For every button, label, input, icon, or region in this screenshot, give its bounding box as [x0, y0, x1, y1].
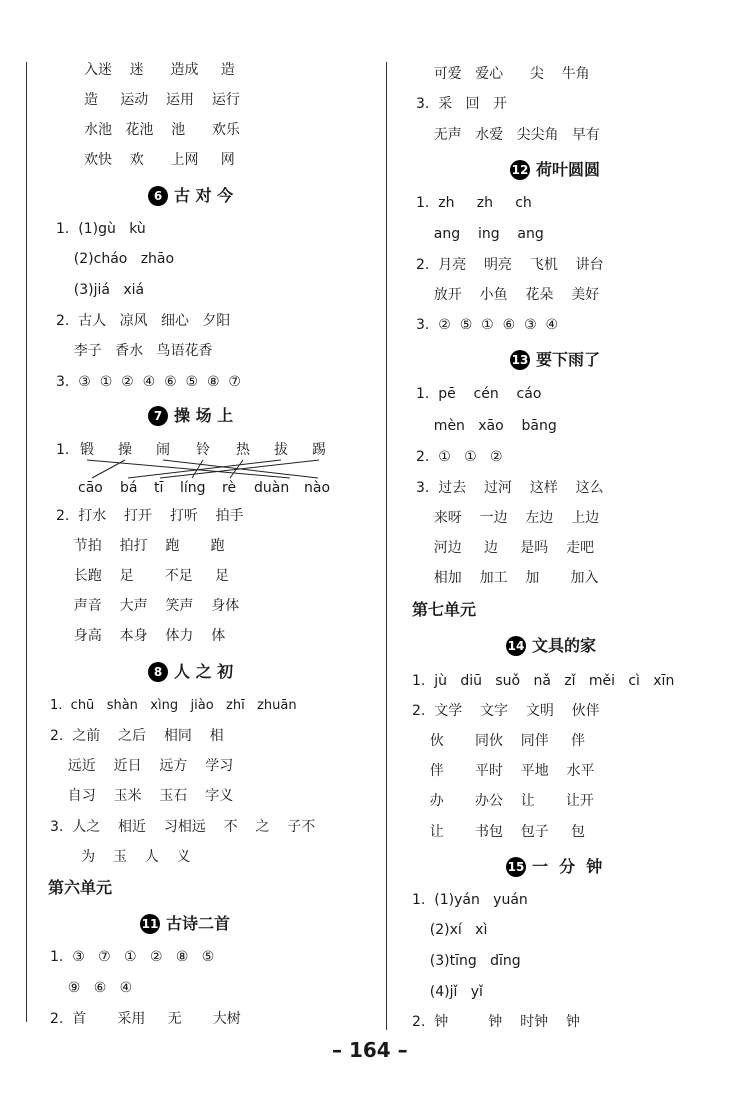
unit-heading: 第七单元 — [412, 600, 477, 619]
right-line: 来呀 一边 左边 上边 — [416, 510, 600, 526]
lesson-title: 古诗二首 — [166, 914, 231, 933]
left-line: (2)cháo zhāo — [56, 251, 175, 267]
lesson-title: 荷叶圆圆 — [536, 160, 601, 179]
left-line: 1. chū shàn xìng jiào zhī zhuān — [50, 698, 297, 713]
section-title — [506, 857, 602, 877]
lesson-number-badge: 8 — [148, 662, 168, 682]
match-bottom: bá — [120, 480, 138, 496]
match-bottom: líng — [180, 480, 206, 496]
right-line: (2)xí xì — [412, 922, 488, 938]
lesson-number-badge: 7 — [148, 406, 168, 426]
right-line: 3. 过去 过河 这样 这么 — [416, 480, 604, 496]
lesson-number-badge: 12 — [510, 160, 530, 180]
right-line: 2. 钟 钟 时钟 钟 — [412, 1014, 580, 1030]
left-line: 长跑 足 不足 足 — [56, 568, 230, 584]
right-line: 办 办公 让 让开 — [412, 793, 594, 809]
lesson-number-badge: 6 — [148, 186, 168, 206]
match-top: 铃 — [196, 442, 210, 458]
match-top: 锻 — [80, 442, 94, 458]
left-line: 1. (1)gù kù — [56, 221, 146, 237]
left-line: 声音 大声 笑声 身体 — [56, 598, 240, 614]
left-line: 3. ③ ① ② ④ ⑥ ⑤ ⑧ ⑦ — [56, 374, 241, 390]
left-line: 欢快 欢 上网 网 — [84, 152, 235, 168]
right-line: 1. jù diū suǒ nǎ zǐ měi cì xīn — [412, 673, 675, 689]
match-bottom: cāo — [78, 480, 103, 496]
section-title — [148, 662, 233, 682]
left-line: ⑨ ⑥ ④ — [50, 980, 133, 996]
match-top: 拔 — [274, 442, 288, 458]
right-line: 让 书包 包子 包 — [412, 824, 586, 840]
lesson-title: 要下雨了 — [536, 350, 601, 369]
right-line: 可爱 爱心 尖 牛角 — [416, 66, 590, 82]
match-bottom: nào — [304, 480, 331, 496]
right-line: 2. 文学 文字 文明 伙伴 — [412, 703, 600, 719]
right-line: 3. 采 回 开 — [416, 96, 507, 112]
right-line: 伴 平时 平地 水平 — [412, 763, 595, 779]
left-line: 身高 本身 体力 体 — [56, 628, 226, 644]
left-line: (3)jiá xiá — [56, 282, 145, 298]
right-line: 河边 边 是吗 走吧 — [416, 540, 595, 556]
left-line: 2. 打水 打开 打听 拍手 — [56, 508, 244, 524]
lesson-number-badge: 11 — [140, 914, 160, 934]
left-line: 李子 香水 鸟语花香 — [56, 343, 213, 359]
right-line: 伙 同伙 同伴 伴 — [412, 733, 586, 749]
right-line: 1. pē cén cáo — [416, 386, 542, 402]
left-line: 2. 首 采用 无 大树 — [50, 1011, 241, 1027]
right-line: (3)tīng dīng — [412, 953, 521, 969]
left-line: 造 运动 运用 运行 — [84, 92, 240, 108]
match-top: 操 — [118, 442, 132, 458]
match-top: 踢 — [312, 442, 326, 458]
lesson-title: 文具的家 — [532, 636, 597, 655]
left-line: 远近 近日 远方 学习 — [50, 758, 234, 774]
right-line: 1. (1)yán yuán — [412, 892, 528, 908]
lesson-title: 一 分 钟 — [532, 857, 603, 876]
lesson-title: 古 对 今 — [174, 186, 234, 205]
section-title — [510, 350, 600, 370]
match-bottom: tī — [154, 480, 164, 496]
section-title — [510, 160, 600, 180]
left-line: 节拍 拍打 跑 跑 — [56, 538, 225, 554]
section-title — [140, 914, 230, 934]
match-bottom: duàn — [254, 480, 290, 496]
lesson-number-badge: 15 — [506, 857, 526, 877]
right-line: 2. 月亮 明亮 飞机 讲台 — [416, 257, 604, 273]
match-top: 1. — [56, 442, 70, 458]
right-line: 放开 小鱼 花朵 美好 — [416, 287, 600, 303]
lesson-title: 人 之 初 — [174, 662, 234, 681]
left-line: 1. ③ ⑦ ① ② ⑧ ⑤ — [50, 949, 215, 965]
right-line: ang ing ang — [416, 226, 544, 242]
right-line: (4)jǐ yǐ — [412, 984, 483, 1000]
left-line: 2. 之前 之后 相同 相 — [50, 728, 224, 744]
lesson-title: 操 场 上 — [174, 406, 234, 425]
section-title — [506, 636, 596, 656]
right-line: 相加 加工 加 加入 — [416, 570, 599, 586]
match-top: 闹 — [156, 442, 170, 458]
lesson-number-badge: 13 — [510, 350, 530, 370]
unit-heading: 第六单元 — [48, 878, 113, 897]
page-number: – 164 – — [332, 1038, 408, 1062]
match-top: 热 — [236, 442, 250, 458]
right-line: 1. zh zh ch — [416, 195, 532, 211]
left-line: 2. 古人 凉风 细心 夕阳 — [56, 313, 231, 329]
left-line: 为 玉 人 义 — [50, 849, 191, 865]
right-line: 3. ② ⑤ ① ⑥ ③ ④ — [416, 317, 559, 333]
right-line: mèn xāo bāng — [416, 418, 557, 434]
left-line: 3. 人之 相近 习相远 不 之 子不 — [50, 819, 316, 835]
right-line: 2. ① ① ② — [416, 449, 503, 465]
match-bottom: rè — [222, 480, 237, 496]
left-line: 水池 花池 池 欢乐 — [84, 122, 240, 138]
left-line: 入迷 迷 造成 造 — [84, 62, 235, 78]
right-line: 无声 水爱 尖尖角 早有 — [416, 127, 600, 143]
lesson-number-badge: 14 — [506, 636, 526, 656]
left-line: 自习 玉米 玉石 字义 — [50, 788, 234, 804]
